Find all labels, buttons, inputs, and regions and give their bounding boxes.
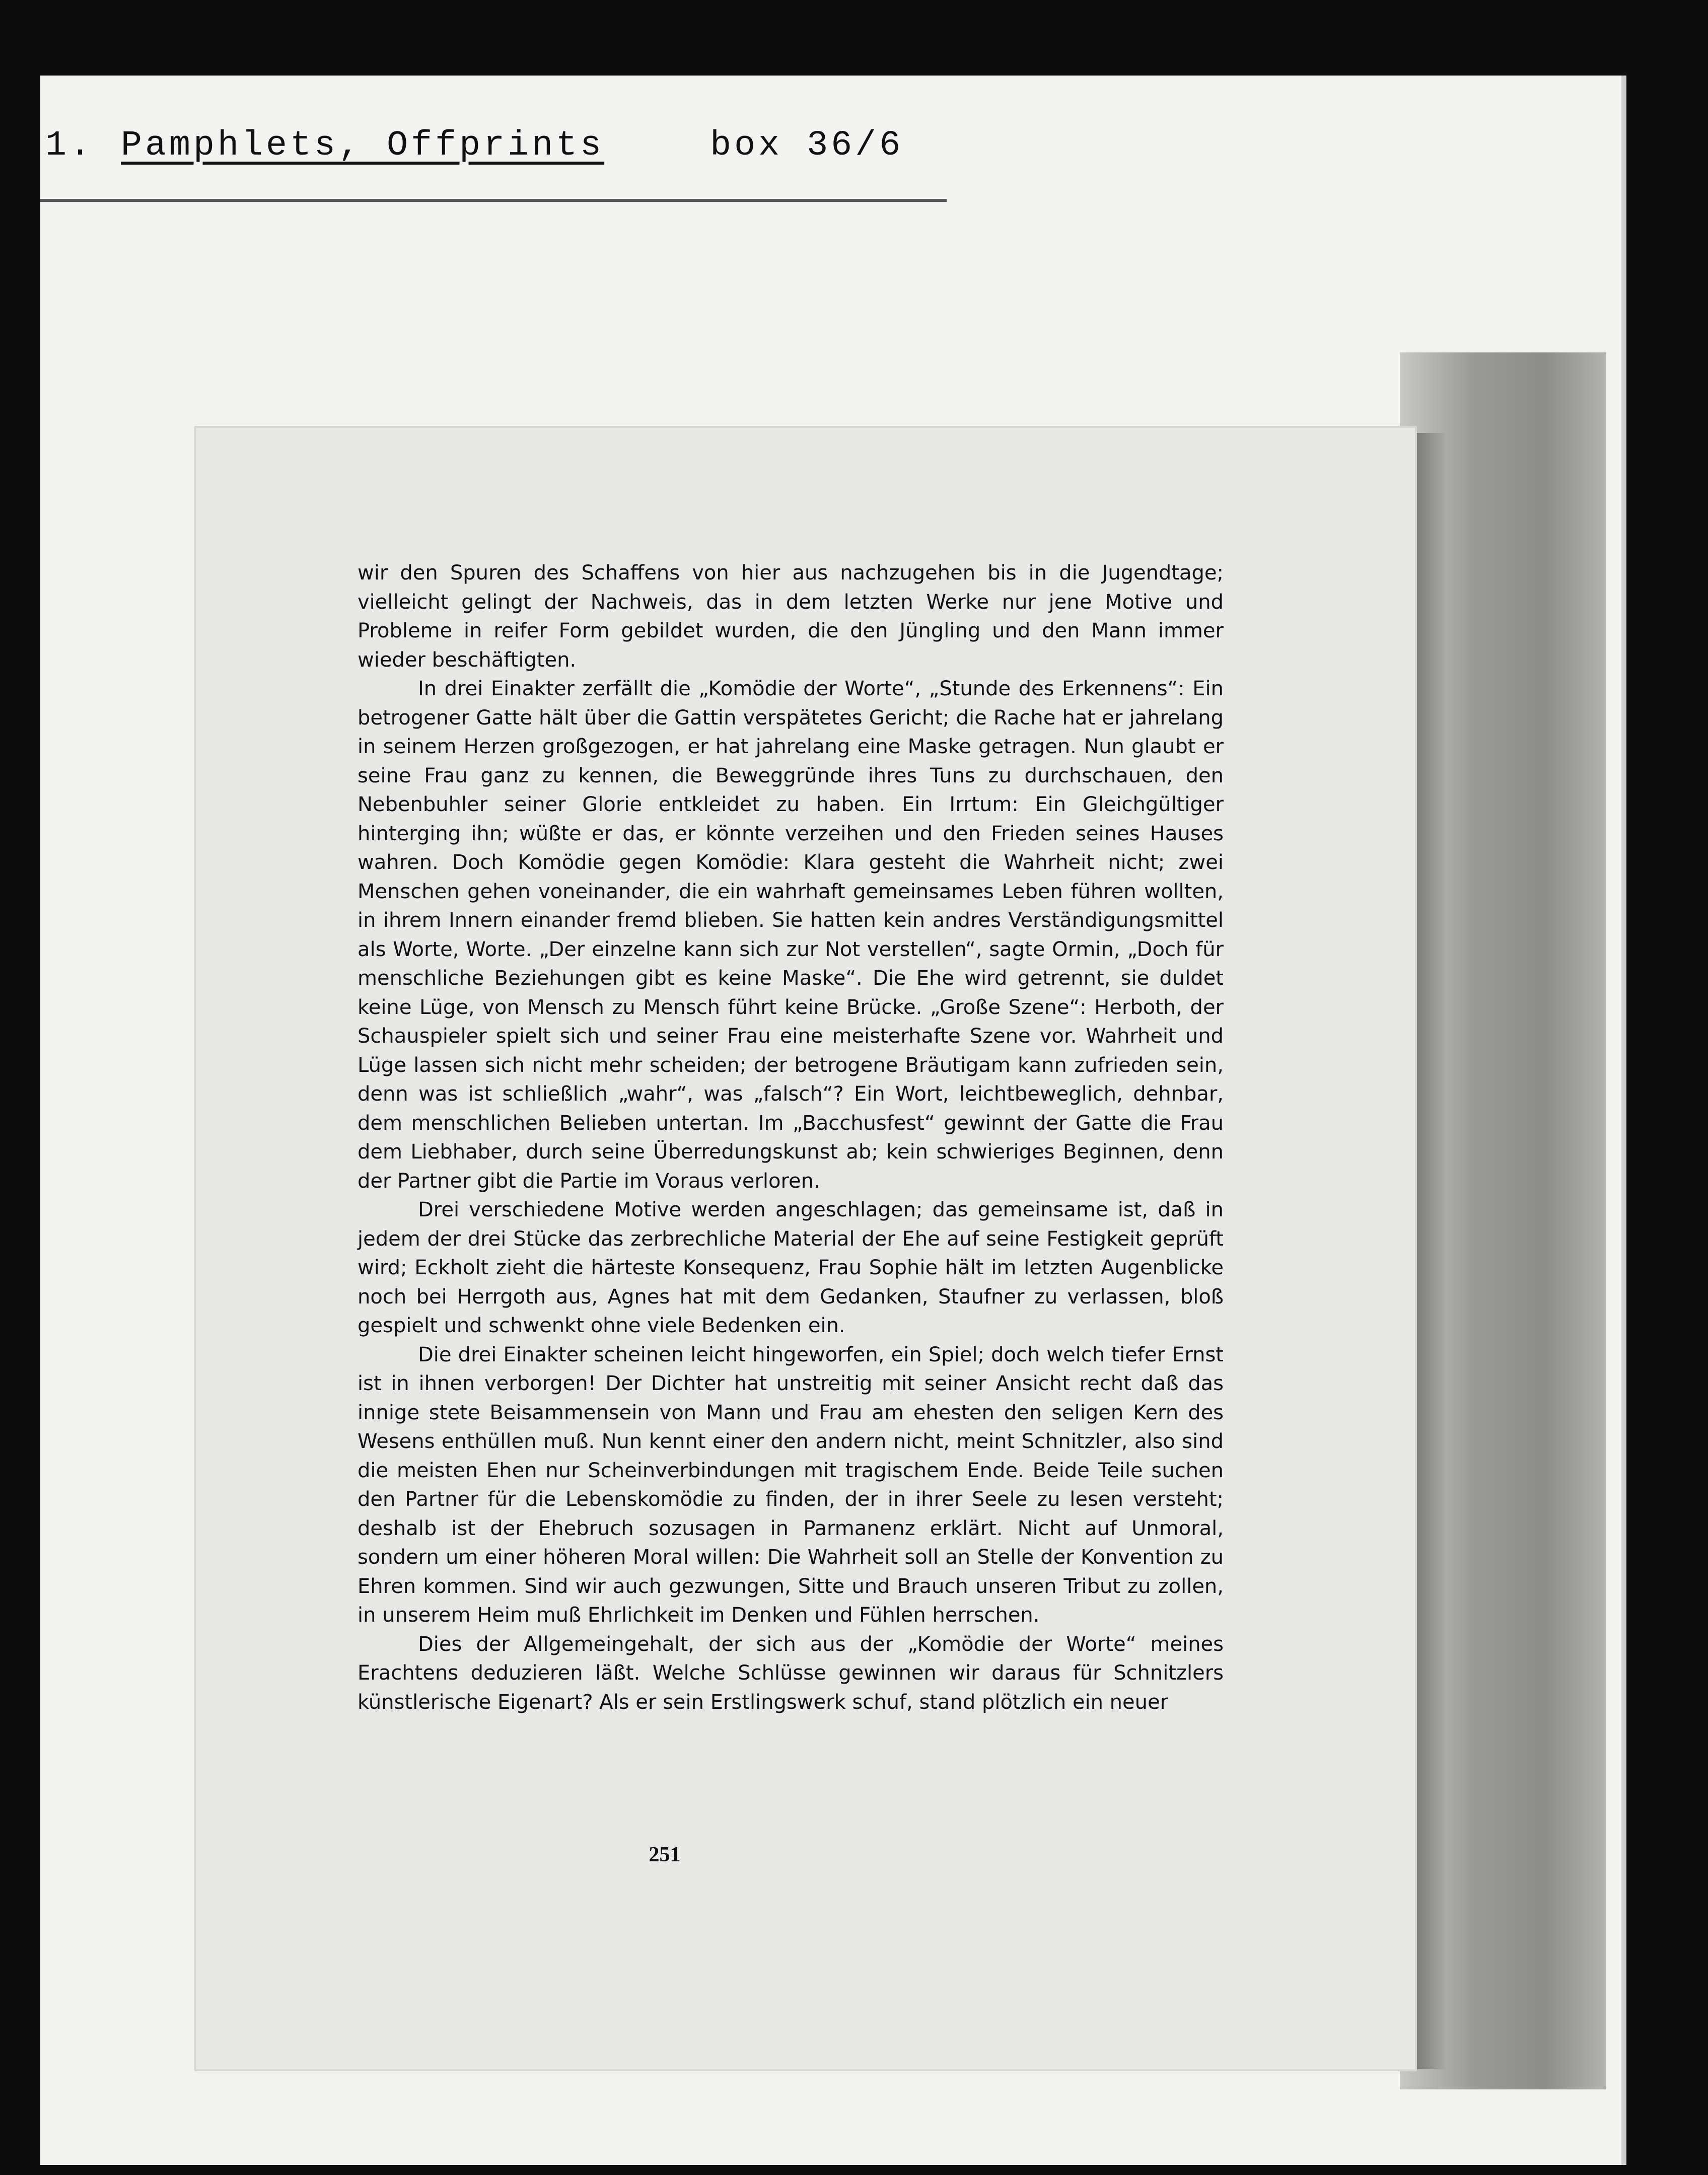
pamphlet-shadow [1415,433,1445,2069]
paragraph: In drei Einakter zerfällt die „Komödie der Worte“, „Stunde des Erkennens“: Ein betrogener Gatte hält über die Gattin verspätetes Gericht; die Rache hat er jahrelang in seinem Herzen großgezogen, er hat jahrelang eine Maske getragen. Nun glaubt er seine Frau ganz zu kennen, die Beweggründe ihres Tuns zu durchschauen, den Nebenbuhler seiner Glorie entkleidet zu haben. Ein Irrtum: Ein Gleichgültiger hinterging ihn; wüßte er das, er könnte verzeihen und den Frieden seines Hauses wahren. Doch Komödie gegen Komödie: Klara gesteht die Wahrheit nicht; zwei Menschen gehen voneinander, die ein wahrhaft gemeinsames Leben führen wollten, in ihrem Innern einander fremd blieben. Sie hatten kein andres Verständigungsmittel als Worte, Worte. „Der einzelne kann sich zur Not verstellen“, sagte Ormin, „Doch für menschliche Beziehungen gibt es keine Maske“. Die Ehe wird getrennt, sie duldet keine Lüge, von Mensch zu Mensch führt keine Brücke. „Große Szene“: Herboth, der Schauspieler spielt sich und seiner Frau eine meisterhafte Szene vor. Wahrheit und Lüge lassen sich nicht mehr scheiden; der betrogene Bräutigam kann zufrieden sein, denn was ist schließlich „wahr“, was „falsch“? Ein Wort, leichtbeweglich, dehnbar, dem menschlichen Belieben untertan. Im „Bacchusfest“ gewinnt der Gatte die Frau dem Liebhaber, durch seine Überredungskunst ab; kein schwieriges Beginnen, denn der Partner gibt die Partie im Voraus verloren. [358,677,1224,1193]
page-number: 251 [649,1843,681,1866]
page-text [358,559,1224,1717]
paragraph: Drei verschiedene Motive werden angeschlagen; das gemeinsame ist, daß in jedem der drei Stücke das zerbrechliche Material der Ehe auf seine Festigkeit geprüft wird; Eckholt zieht die härteste Konsequenz, Frau Sophie hält im letzten Augenblicke noch bei Herrgoth aus, Agnes hat mit dem Gedanken, Staufner zu verlassen, bloß gespielt und schwenkt ohne viele Bedenken ein. [358,1198,1224,1337]
pamphlet-page [196,428,1415,2069]
label-box: box 36/6 [710,126,904,166]
paragraph: Dies der Allgemeingehalt, der sich aus der „Komödie der Worte“ meines Erachtens deduzieren läßt. Welche Schlüsse gewinnen wir daraus für Schnitzlers künstlerische Eigenart? Als er sein Erstlingswerk schuf, stand plötzlich ein neuer [358,1632,1224,1714]
label-number: 1. [45,126,94,166]
paragraph: Die drei Einakter scheinen leicht hingeworfen, ein Spiel; doch welch tiefer Ernst ist in ihnen verborgen! Der Dichter hat unstreitig mit seiner Ansicht recht daß das innige stete Beisammensein von Mann und Frau am ehesten den seligen Kern des Wesens enthüllen muß. Nun kennt einer den andern nicht, meint Schnitzler, also sind die meisten Ehen nur Scheinverbindungen mit tragischem Ende. Beide Teile suchen den Partner für die Lebenskomödie zu finden, der in ihrer Seele zu lesen versteht; deshalb ist der Ehebruch sozusagen in Parmanenz erklärt. Nicht auf Unmoral, sondern um einer höheren Moral willen: Die Wahrheit soll an Stelle der Konvention zu Ehren kommen. Sind wir auch gezwungen, Sitte und Brauch unseren Tribut zu zollen, in unserem Heim muß Ehrlichkeit im Denken und Fühlen herrschen. [358,1343,1224,1627]
label-title: Pamphlets, Offprints [121,126,605,166]
paragraph: wir den Spuren des Schaffens von hier aus nachzugehen bis in die Jugendtage; vielleicht gelingt der Nachweis, das in dem letzten Werke nur jene Motive und Probleme in reifer Form gebildet wurden, die den Jüngling und den Mann immer wieder beschäftigten. [358,561,1224,672]
archive-sheet [40,76,1626,2165]
label-divider [40,199,947,202]
archive-label [40,126,903,201]
